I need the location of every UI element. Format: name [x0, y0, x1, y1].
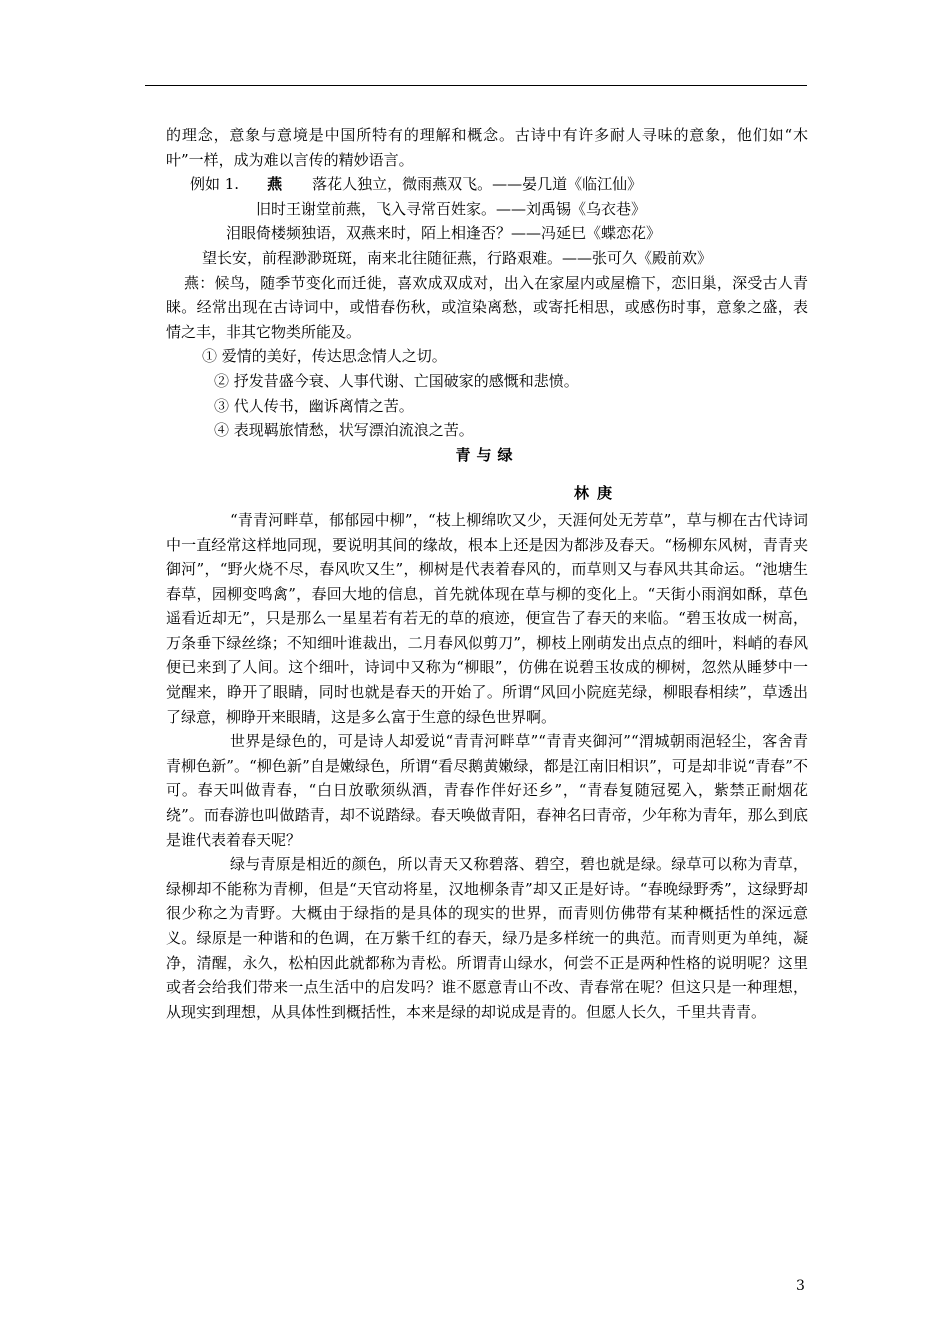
meaning-item: ② 抒发昔盛今衰、人事代谢、亡国破家的感慨和悲愤。: [214, 371, 579, 390]
example-verse: 落花人独立，微雨燕双飞。——晏几道《临江仙》: [312, 175, 643, 194]
example-line-2: 旧时王谢堂前燕，飞入寻常百姓家。——刘禹锡《乌衣巷》: [256, 199, 647, 218]
essay-author: 林庚: [574, 484, 621, 503]
essay-paragraph: “青青河畔草，郁郁园中柳”，“枝上柳绵吹又少，天涯何处无芳草”，草与柳在古代诗词中一直经常这样地同现，要说明其间的缘故，根本上还是因为都涉及春天。“杨柳东风树，青青夹御河”，“野火烧不尽，春风吹又生”，柳树是代表着春风的，而草则又与春风共其命运。“池塘生春草，园柳变鸣禽”，春回大地的信息，首先就体现在草与柳的变化上。“天街小雨润如酥，草色遥看近却无”，只是那么一星星若有若无的草的痕迹，便宣告了春天的来临。“碧玉妆成一树高，万条垂下绿丝绦；不知细叶谁裁出，二月春风似剪刀”，柳枝上刚萌发出点点的细叶，料峭的春风便已来到了人间。这个细叶，诗词中又称为“柳眼”，仿佛在说碧玉妆成的柳树，忽然从睡梦中一觉醒来，睁开了眼睛，同时也就是春天的开始了。所谓“风回小院庭芜绿，柳眼春相续”，草透出了绿意，柳睁开来眼睛，这是多么富于生意的绿色世界啊。: [166, 510, 808, 726]
swallow-description: 燕：候鸟，随季节变化而迁徙，喜欢成双成对，出入在家屋内或屋檐下，恋旧巢，深受古人青睐。经常出现在古诗词中，或惜春伤秋，或渲染离愁，或寄托相思，或感伤时事，意象之盛，表情之丰，非其它物类所能及。: [166, 273, 808, 341]
example-label: 例如 1.: [190, 175, 240, 194]
essay-title: 青与绿: [455, 445, 519, 464]
example-line-1: [166, 172, 808, 197]
meaning-item: ④ 表现羁旅情愁，状写漂泊流浪之苦。: [214, 421, 474, 440]
essay-paragraph: 绿与青原是相近的颜色，所以青天又称碧落、碧空，碧也就是绿。绿草可以称为青草，绿柳却不能称为青柳，但是“天官动将星，汉地柳条青”却又正是好诗。“春晚绿野秀”，这绿野却很少称之为青野。大概由于绿指的是具体的现实的世界，而青则仿佛带有某种概括性的深远意义。绿原是一种谐和的色调，在万紫千红的春天，绿乃是多样统一的典范。而青则更为单纯，凝净，清醒，永久，松柏因此就都称为青松。所谓青山绿水，何尝不正是两种性格的说明呢？这里或者会给我们带来一点生活中的启发吗？谁不愿意青山不改、青春常在呢？但这只是一种理想，从现实到理想，从具体性到概括性，本来是绿的却说成是青的。但愿人长久，千里共青青。: [166, 855, 808, 1021]
essay-paragraph: 世界是绿色的，可是诗人却爱说“青青河畔草”“青青夹御河”“渭城朝雨浥轻尘，客舍青青柳色新”。“柳色新”自是嫩绿色，所谓“看尽鹅黄嫩绿，都是江南旧相识”，可是却非说“青春”不可。春天叫做青春，“白日放歌须纵酒，青春作伴好还乡”，“青春复随冠冕入，紫禁正耐烟花绕”。而春游也叫做踏青，却不说踏绿。春天唤做青阳，春神名曰青帝，少年称为青年，那么到底是谁代表着春天呢？: [166, 732, 808, 849]
header-rule: [145, 85, 807, 86]
document-body: [166, 123, 808, 1024]
meaning-item: ③ 代人传书，幽诉离情之苦。: [214, 396, 414, 415]
example-line-3: 泪眼倚楼频独语，双燕来时，陌上相逢否？——冯延巳《蝶恋花》: [226, 224, 662, 243]
meaning-item: ① 爱情的美好，传达思念情人之切。: [202, 347, 447, 366]
intro-paragraph: 的理念，意象与意境是中国所特有的理解和概念。古诗中有许多耐人寻味的意象，他们如“木叶”一样，成为难以言传的精妙语言。: [166, 126, 808, 169]
example-line-4: 望长安，前程渺渺斑斑，南来北往随征燕，行路艰难。——张可久《殿前欢》: [202, 248, 713, 267]
page-number: 3: [796, 1278, 805, 1294]
example-keyword: 燕: [267, 175, 283, 194]
